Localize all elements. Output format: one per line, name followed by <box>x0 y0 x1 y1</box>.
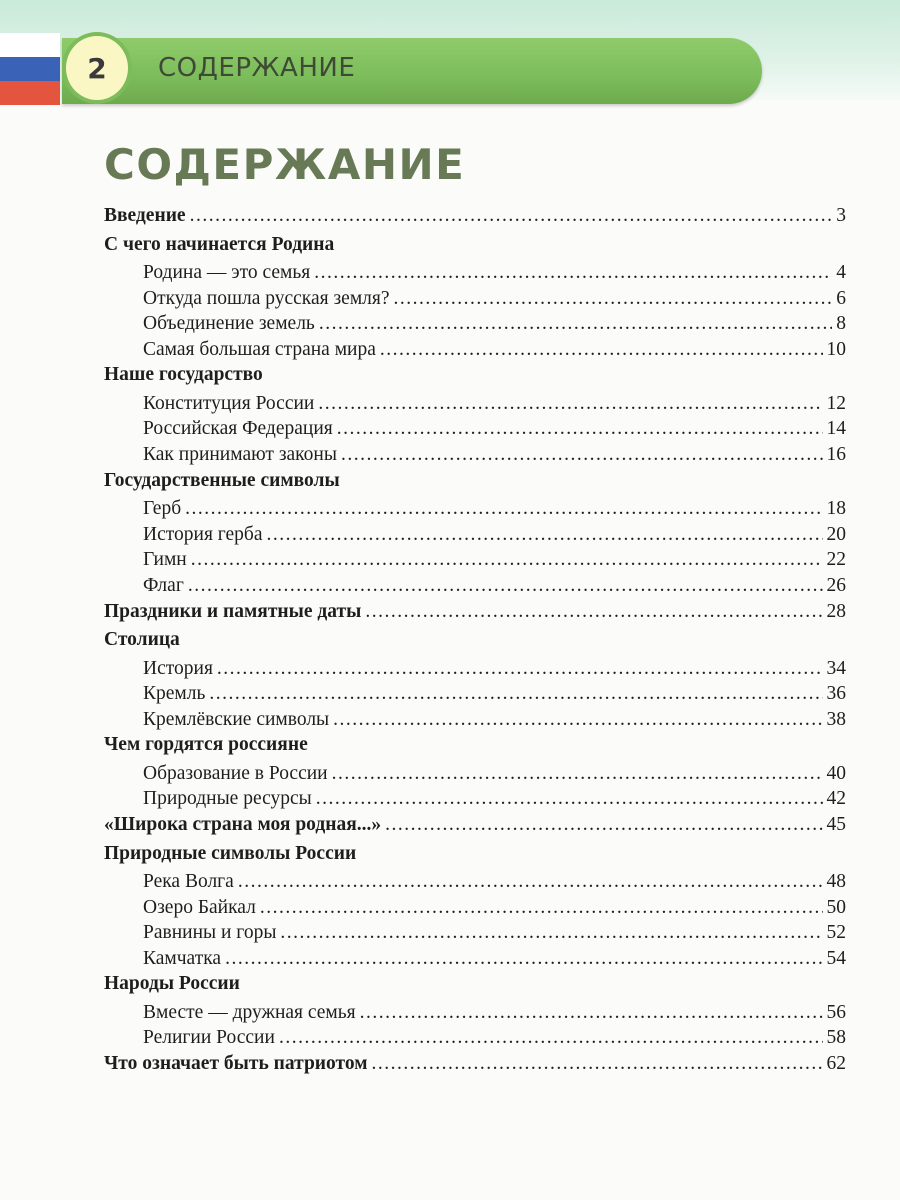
toc-section-entry <box>104 234 846 263</box>
toc-page-number: 3 <box>836 205 846 226</box>
toc-entry-label: Государственные символы <box>104 469 340 491</box>
toc-entry-label: Природные ресурсы <box>143 788 312 810</box>
dot-leader <box>372 1053 823 1075</box>
toc-subentry <box>104 763 846 789</box>
toc-entry-label: Образование в России <box>143 762 328 784</box>
toc-subentry <box>104 1027 846 1053</box>
toc-entry-label: Река Волга <box>143 871 234 892</box>
toc-entry-label: «Широка страна моя родная...» <box>104 814 382 835</box>
toc-page-number: 12 <box>826 392 846 414</box>
toc-section-entry <box>104 629 846 658</box>
toc-subentry <box>104 418 846 444</box>
toc-subentry <box>104 524 846 550</box>
toc-entry-label: Столица <box>104 629 180 651</box>
toc-page-number: 56 <box>826 1001 846 1023</box>
toc-entry-label: Озеро Байкал <box>143 896 256 918</box>
toc-entry-label: Народы России <box>104 973 240 995</box>
toc-page-number: 40 <box>826 762 846 784</box>
dot-leader <box>188 575 823 597</box>
toc-entry-label: Флаг <box>143 574 184 596</box>
toc-section-entry <box>104 973 846 1002</box>
toc-subentry <box>104 262 846 288</box>
toc-page-number: 48 <box>826 871 846 892</box>
toc-page-number: 62 <box>826 1053 846 1075</box>
toc-entry-label: Наше государство <box>104 364 263 386</box>
toc-subentry <box>104 339 846 365</box>
toc-section-entry <box>104 205 846 234</box>
dot-leader <box>279 1027 823 1049</box>
toc-page-number: 58 <box>826 1027 846 1049</box>
toc-page-number: 28 <box>826 600 846 622</box>
toc-subentry <box>104 498 846 524</box>
toc-page-number: 34 <box>826 657 846 679</box>
toc-entry-label: Как принимают законы <box>143 444 337 466</box>
toc-entry-label: Вместе — дружная семья <box>143 1001 356 1023</box>
dot-leader <box>185 498 822 520</box>
toc-entry-label: Что означает быть патриотом <box>104 1053 368 1075</box>
header-section-label: СОДЕРЖАНИЕ <box>158 53 356 83</box>
dot-leader <box>238 871 823 893</box>
toc-entry-label: Самая большая страна мира <box>143 338 376 360</box>
dot-leader <box>333 709 822 731</box>
toc-page-number: 52 <box>826 922 846 944</box>
dot-leader <box>385 814 822 836</box>
toc-subentry <box>104 871 846 897</box>
toc-subentry <box>104 1002 846 1028</box>
toc-entry-label: Герб <box>143 498 182 520</box>
dot-leader <box>332 763 823 785</box>
toc-subentry <box>104 393 846 419</box>
toc-section-entry <box>104 1053 846 1082</box>
toc-entry-label: Объединение земель <box>143 313 315 335</box>
toc-page-number: 22 <box>826 549 846 571</box>
toc-section-entry <box>104 364 846 393</box>
toc-page-number: 6 <box>836 287 846 309</box>
toc-subentry <box>104 948 846 974</box>
toc-entry-label: Откуда пошла русская земля? <box>143 287 390 309</box>
toc-entry-label: С чего начинается Родина <box>104 233 335 255</box>
toc-page-number: 42 <box>826 788 846 810</box>
toc-subentry <box>104 788 846 814</box>
toc-entry-label: Религии России <box>143 1027 275 1049</box>
toc-page-number: 16 <box>826 444 846 466</box>
toc-page-number: 10 <box>826 338 846 360</box>
toc-entry-label: Природные символы России <box>104 842 357 864</box>
dot-leader <box>341 444 823 466</box>
dot-leader <box>217 658 823 680</box>
page-title: СОДЕРЖАНИЕ <box>104 140 466 189</box>
dot-leader <box>319 313 832 335</box>
toc-page-number: 36 <box>826 683 846 705</box>
dot-leader <box>337 418 823 440</box>
table-of-contents <box>104 205 846 1082</box>
toc-entry-label: Праздники и памятные даты <box>104 600 362 622</box>
toc-section-entry <box>104 601 846 630</box>
toc-page-number: 45 <box>826 814 846 835</box>
dot-leader <box>314 262 832 284</box>
dot-leader <box>267 524 823 546</box>
dot-leader <box>225 948 822 970</box>
toc-entry-label: Кремлёвские символы <box>143 708 330 730</box>
toc-entry-label: Родина — это семья <box>143 262 311 283</box>
dot-leader <box>260 897 823 919</box>
toc-subentry <box>104 575 846 601</box>
toc-entry-label: Конституция России <box>143 392 315 414</box>
dot-leader <box>209 683 822 705</box>
toc-subentry <box>104 709 846 735</box>
toc-page-number: 20 <box>826 523 846 545</box>
toc-entry-label: Равнины и горы <box>143 922 277 944</box>
toc-entry-label: Введение <box>104 205 186 226</box>
toc-section-entry <box>104 814 846 843</box>
dot-leader <box>394 288 833 310</box>
dot-leader <box>190 205 833 227</box>
toc-section-entry <box>104 843 846 872</box>
toc-section-entry <box>104 734 846 763</box>
toc-page-number: 14 <box>826 418 846 440</box>
dot-leader <box>280 922 822 944</box>
dot-leader <box>191 549 823 571</box>
toc-page-number: 50 <box>826 896 846 918</box>
toc-subentry <box>104 922 846 948</box>
toc-subentry <box>104 313 846 339</box>
toc-subentry <box>104 897 846 923</box>
toc-subentry <box>104 683 846 709</box>
dot-leader <box>318 393 822 415</box>
toc-subentry <box>104 658 846 684</box>
russian-flag-stripes <box>0 33 60 105</box>
toc-page-number: 8 <box>836 313 846 335</box>
toc-page-number: 38 <box>826 708 846 730</box>
toc-page-number: 26 <box>826 574 846 596</box>
dot-leader <box>365 601 822 623</box>
toc-entry-label: Камчатка <box>143 947 222 969</box>
toc-subentry <box>104 549 846 575</box>
page-number-badge: 2 <box>62 32 132 104</box>
toc-entry-label: Чем гордятся россияне <box>104 734 308 756</box>
toc-entry-label: Российская Федерация <box>143 418 333 440</box>
toc-page-number: 18 <box>826 498 846 520</box>
toc-entry-label: Гимн <box>143 549 187 571</box>
toc-section-entry <box>104 470 846 499</box>
dot-leader <box>360 1002 823 1024</box>
toc-entry-label: История герба <box>143 523 263 545</box>
toc-page-number: 54 <box>826 947 846 969</box>
toc-page-number: 4 <box>836 262 846 283</box>
dot-leader <box>380 339 823 361</box>
toc-subentry <box>104 288 846 314</box>
toc-entry-label: Кремль <box>143 683 206 705</box>
dot-leader <box>316 788 823 810</box>
toc-subentry <box>104 444 846 470</box>
toc-entry-label: История <box>143 657 213 679</box>
